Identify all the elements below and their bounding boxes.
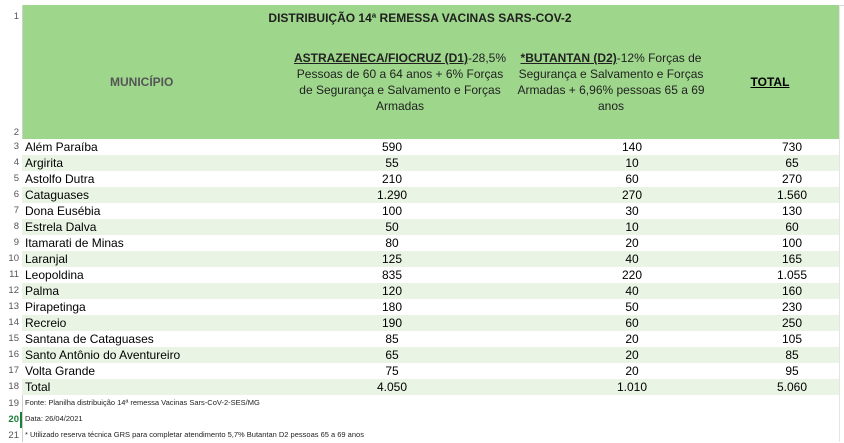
cell-municipio[interactable]: Dona Eusébia [25,204,101,218]
row-number[interactable]: 4 [13,157,19,168]
cell-total[interactable]: 5.060 [776,380,808,394]
row-number[interactable]: 18 [8,381,19,392]
cell-astrazeneca[interactable]: 80 [385,236,399,250]
table-row[interactable] [22,331,839,347]
table-row[interactable] [22,299,839,315]
cell-municipio[interactable]: Santo Antônio do Aventureiro [25,348,181,362]
row-number[interactable]: 1 [13,11,19,22]
cell-butantan[interactable]: 60 [625,316,639,330]
cell-butantan[interactable]: 20 [625,348,639,362]
cell-butantan[interactable]: 40 [625,284,639,298]
row-number[interactable]: 7 [13,205,19,216]
cell-astrazeneca[interactable]: 190 [381,316,403,330]
cell-municipio[interactable]: Recreio [25,316,67,330]
cell-total[interactable]: 1.055 [776,268,808,282]
cell-butantan[interactable]: 20 [625,364,639,378]
header-total[interactable]: TOTAL [750,75,790,89]
cell-total[interactable]: 250 [781,316,803,330]
cell-butantan[interactable]: 30 [625,204,639,218]
cell-butantan[interactable]: 50 [625,300,639,314]
cell-butantan[interactable]: 10 [625,220,639,234]
cell-municipio[interactable]: Astolfo Dutra [25,172,95,186]
cell-municipio[interactable]: Laranjal [25,252,68,266]
footnote[interactable]: Data: 26/04/2021 [25,414,83,423]
cell-astrazeneca[interactable]: 4.050 [376,380,408,394]
row-number[interactable]: 6 [13,189,19,200]
header-butantan-desc: -12% Forças de Segurança e Salvamento e Forças Armadas + 6,96% pessoas 65 a 69 anos [517,51,705,113]
sheet-title[interactable]: DISTRIBUIÇÃO 14ª REMESSA VACINAS SARS-COV-2 [268,11,572,25]
cell-astrazeneca[interactable]: 125 [381,252,403,266]
column-divider [839,5,840,442]
cell-total[interactable]: 95 [785,364,799,378]
cell-astrazeneca[interactable]: 85 [385,332,399,346]
row-number[interactable]: 17 [8,365,19,376]
cell-total[interactable]: 100 [781,236,803,250]
cell-astrazeneca[interactable]: 180 [381,300,403,314]
cell-astrazeneca[interactable]: 75 [385,364,399,378]
cell-butantan[interactable]: 40 [625,252,639,266]
cell-municipio[interactable]: Estrela Dalva [25,220,97,234]
cell-municipio[interactable]: Santana de Cataguases [25,332,154,346]
footnote[interactable]: Fonte: Planilha distribuição 14ª remessa Vacinas Sars-CoV-2-SES/MG [25,398,260,407]
cell-butantan[interactable]: 140 [621,140,643,154]
table-row[interactable] [22,187,839,203]
table-row[interactable] [22,171,839,187]
cell-astrazeneca[interactable]: 50 [385,220,399,234]
cell-municipio[interactable]: Leopoldina [25,268,84,282]
row-number[interactable]: 15 [8,333,19,344]
header-astrazeneca[interactable] [290,50,510,114]
table-row[interactable] [22,235,839,251]
row-number[interactable]: 8 [13,221,19,232]
table-row[interactable] [22,379,839,395]
row-number[interactable]: 9 [13,237,19,248]
cell-municipio[interactable]: Palma [25,284,60,298]
table-row[interactable] [22,155,839,171]
cell-butantan[interactable]: 270 [621,188,643,202]
cell-astrazeneca[interactable]: 100 [381,204,403,218]
cell-municipio[interactable]: Itamarati de Minas [25,236,124,250]
table-row[interactable] [22,267,839,283]
row-number[interactable]: 20 [8,414,19,425]
cell-municipio[interactable]: Argirita [25,156,64,170]
cell-municipio[interactable]: Pirapetinga [25,300,86,314]
cell-municipio[interactable]: Cataguases [25,188,90,202]
row-number[interactable]: 13 [8,301,19,312]
cell-total[interactable]: 65 [785,156,799,170]
cell-municipio[interactable]: Volta Grande [25,364,96,378]
cell-total[interactable]: 160 [781,284,803,298]
footnote[interactable]: * Utilizado reserva técnica GRS para completar atendimento 5,7% Butantan D2 pessoas 65 a 69 anos [25,430,364,439]
row-number[interactable]: 12 [8,285,19,296]
cell-butantan[interactable]: 20 [625,332,639,346]
cell-total[interactable]: 1.560 [776,188,808,202]
table-row[interactable] [22,347,839,363]
table-row[interactable] [22,203,839,219]
row-number[interactable]: 16 [8,349,19,360]
row-number[interactable]: 2 [13,127,19,138]
row-number[interactable]: 14 [8,317,19,328]
header-butantan[interactable] [513,50,709,114]
row-number[interactable]: 3 [13,141,19,152]
row-number[interactable]: 19 [8,398,19,409]
cell-astrazeneca[interactable]: 1.290 [376,188,408,202]
cell-total[interactable]: 85 [785,348,799,362]
header-butantan-title: *BUTANTAN (D2) [520,51,617,65]
table-row[interactable] [22,315,839,331]
cell-astrazeneca[interactable]: 120 [381,284,403,298]
cell-butantan[interactable]: 60 [625,172,639,186]
row-number[interactable]: 5 [13,173,19,184]
cell-municipio[interactable]: Além Paraíba [25,140,98,154]
cell-total[interactable]: 270 [781,172,803,186]
cell-butantan[interactable]: 1.010 [616,380,648,394]
cell-astrazeneca[interactable]: 210 [381,172,403,186]
table-row[interactable] [22,283,839,299]
cell-total[interactable]: 105 [781,332,803,346]
cell-astrazeneca[interactable]: 835 [381,268,403,282]
cell-butantan[interactable]: 10 [625,156,639,170]
cell-municipio[interactable]: Total [25,380,51,394]
cell-butantan[interactable]: 220 [621,268,643,282]
header-astrazeneca-desc: -28,5% Pessoas de 60 a 64 anos + 6% Forças de Segurança e Salvamento e Forças Armadas [296,51,507,113]
cell-astrazeneca[interactable]: 65 [385,348,399,362]
cell-total[interactable]: 130 [781,204,803,218]
table-row[interactable] [22,219,839,235]
row-number[interactable]: 10 [8,253,19,264]
cell-total[interactable]: 165 [781,252,803,266]
cell-butantan[interactable]: 20 [625,236,639,250]
cell-total[interactable]: 730 [781,140,803,154]
header-astrazeneca-title: ASTRAZENECA/FIOCRUZ (D1) [293,51,468,65]
active-row-marker [20,412,22,428]
cell-total[interactable]: 60 [785,220,799,234]
row-number[interactable]: 11 [9,269,19,280]
cell-astrazeneca[interactable]: 590 [381,140,403,154]
table-row[interactable] [22,251,839,267]
header-municipio[interactable]: MUNICÍPIO [110,75,174,89]
table-row[interactable] [22,363,839,379]
row-number[interactable]: 21 [8,430,19,441]
cell-astrazeneca[interactable]: 55 [385,156,399,170]
cell-total[interactable]: 230 [781,300,803,314]
table-row[interactable] [22,139,839,155]
